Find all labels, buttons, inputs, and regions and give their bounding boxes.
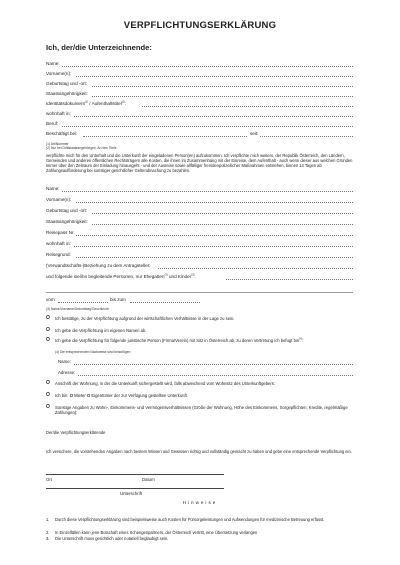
guest-field-wohnhaft[interactable] — [46, 240, 353, 248]
option-6-text: Sonstige Angaben zu Wohn-, Einkommens- und Vermögensverhältnissen (Größe der Wohnung, Höhe des Einkommens, Sorgepflichten, Kredite, regelmäßige Zahlungen): — [55, 405, 348, 416]
field-vorname-label: Vorname(n): — [46, 71, 72, 76]
section-subtitle: Ich, der/die Unterzeichnende: — [46, 43, 152, 52]
guest-extra-line — [46, 292, 353, 293]
option-3-name-field[interactable] — [58, 358, 353, 366]
footnote-2: (2) Nur bei Drittstaatsangehörigen, Art des Titels — [46, 146, 117, 150]
guest-field-name[interactable] — [46, 185, 353, 193]
guest-wohnhaft-label: wohnhaft in: — [46, 241, 71, 246]
guest-field-reisepass[interactable] — [46, 229, 353, 237]
guest-begleitend-label: und folgende sie/ihn begleitende Personen, nur Ehegatten$^{(3)}$ und Kinder$^{(3)}$: — [46, 273, 196, 279]
option-1-radio[interactable]: O — [46, 315, 50, 321]
guest-reisepass-line — [76, 235, 353, 236]
field-geburt[interactable] — [46, 80, 353, 88]
guest-beziehung-label: (Verwandtschafts-)Beziehung zu dem Antragsteller: — [46, 263, 151, 268]
hinweise-heading: Hinweise — [182, 500, 218, 505]
field-beschaeftigt-label: Beschäftigt bei: — [46, 131, 78, 136]
option-3-adresse-field[interactable] — [58, 369, 353, 377]
guest-field-reisegrund[interactable] — [46, 251, 353, 259]
eigentuemer-radio[interactable]: O — [86, 393, 91, 398]
field-geburt-line — [92, 86, 353, 87]
field-identitaet-line — [142, 106, 353, 107]
option-5-radio[interactable]: O — [46, 392, 50, 398]
field-wohnhaft-label: wohnhaft in: — [46, 111, 71, 116]
option-6-radio[interactable]: O — [46, 404, 50, 410]
field-name[interactable] — [46, 60, 353, 68]
option-1-text: Ich bestätige, zu der Verpflichtung aufgrund der wirtschaftlichen Verhältnisse in der Lage zu sein. — [55, 316, 235, 321]
field-name-label: Name: — [46, 61, 60, 66]
footnote-1: (1) Art/Nummer — [46, 142, 69, 146]
field-identitaet-label: Identitätsdokument$^{(1)}$ / Aufenthaltstitel$^{(2)}$: — [46, 100, 127, 106]
unterschrift-label: Unterschrift — [120, 491, 142, 496]
guest-field-zeitraum[interactable] — [46, 296, 353, 304]
guest-vom-line — [58, 302, 108, 303]
field-identitaet[interactable] — [46, 100, 353, 108]
field-wohnhaft[interactable] — [46, 110, 353, 118]
field-seit-label: seit: — [250, 131, 259, 136]
option-3-name-label: Name: — [58, 359, 71, 364]
option-3-name-line — [74, 364, 353, 365]
guest-vom-label: vom — [46, 297, 55, 302]
guest-name-line — [62, 191, 353, 192]
footnote-3: (3) Name/Vorname/Geburtstag/Geschlecht — [46, 307, 109, 311]
field-staatsang[interactable] — [46, 90, 353, 98]
form-page: VERPFLICHTUNGSERKLÄRUNG Ich, der/die Unterzeichnende: Name: Vorname(n): Geburtstag und -ort: Staatsangehörigkeit: Identitätsdokument$^{(1)}$ / Aufenthaltstitel$^{(2)}$: wohnhaft in: Beruf: Beschäftigt bei: seit: (1) Art/Nummer (2) Nur bei Drittstaatsangehörigen, Art des Titels verpflichte mich für den Unterhalt und die Unterkunft der eingeladenen Person(en) aufzukommen. Ich verpflichte mich weiters, der Republik Österreich, den Ländern, Gemeinden und anderen öffentlichen Rechtsträgern alle Kosten, die ihnen im Zusammenhang mit der Einreise, dem Aufenthalt - auch wenn dieser aus welchen Gründen immer über den Zeitraum der Einladung hinausgeht - und der Ausreise sowie allfälliger fremdenpolizeilicher Maßnahmen entstehen, binnen 14 Tagen ab Zahlungsaufforderung bei sonstiger gerichtlicher Geltendmachung zu bezahlen. Name: Vorname(n): Geburtstag und -ort: Staatsangehörigkeit: Reisepass Nr. wohnhaft in: Reisegrund: (Verwandtschafts-)Beziehung zu dem Antragsteller: und folgende sie/ihn begleitende Personen, nur Ehegatten$^{(3)}$ und Kinder$^{(3)}$: vom bis zum (3) Name/Vorname/Geburtstag/Geschlecht O Ich bestätige, zu der Verpflichtung aufgrund der wirtschaftlichen Verhältnisse in der Lage zu sein. O Ich gebe die Verpflichtung im eigenen Namen ab. O Ich gebe die Verpflichtung für folgende juristische Person (Firma/Verein) mit Sitz in Österreich ab, zu deren Vertretung ich befugt bin$^{(4)}$: (4) Die entsprechenden Nachweise sind beizufügen Name: Adresse: O Anschrift der Wohnung, in der die Unterkunft sichergestellt wird, falls abweichend vom Wohnsitz des Unterkunftgebers: O Ich bin: O Mieter O Eigentümer der zur Verfügung gestellten Unterkunft. O Sonstige Angaben zu Wohn-, Einkommens- und Vermögensverhältnissen (Größe der Wohnung, Höhe des Einkommens, Sorgepflichten, Kredite, regelmäßige Zahlungen): Der/die Verpflichtungserklärende Ich versichere, die vorstehenden Angaben nach bestem Wissen und Gewissen richtig und vollständig gemacht zu haben und gebe eine entsprechende Verpflichtung ein. Ort Datum Unterschrift Hinweise 1. Durch diese Verpflichtungserklärung sind beispielsweise auch Kosten für Fürsorgeleistungen und Aufwendungen für medizinische Betreuung erfasst. 2. In Einzelfällen kann jene Botschaft eines Schengenpartners, der Österreich vertritt, eine Übersetzung verlangen 3. Die Unterschrift muss gerichtlich oder notariell beglaubigt sein. — [0, 0, 400, 565]
assurance-paragraph: Ich versichere, die vorstehenden Angaben nach bestem Wissen und Gewissen richtig und vollständig gemacht zu haben und gebe eine entsprechende Verpflichtung ein. — [46, 449, 352, 454]
option-3-radio[interactable]: O — [46, 337, 50, 343]
guest-staatsang-label: Staatsangehörigkeit: — [46, 219, 88, 224]
guest-field-beziehung[interactable] — [46, 262, 353, 270]
page-title: VERPFLICHTUNGSERKLÄRUNG — [123, 20, 277, 31]
mieter-radio[interactable]: O — [69, 393, 73, 398]
field-geburt-label: Geburtstag und -ort: — [46, 81, 88, 86]
guest-vorname-label: Vorname(n): — [46, 197, 72, 202]
guest-reisegrund-label: Reisegrund: — [46, 252, 71, 257]
option-2-radio[interactable]: O — [46, 327, 50, 333]
datum-label: Datum — [142, 477, 155, 482]
field-vorname-line — [76, 76, 353, 77]
option-2-text: Ich gebe die Verpflichtung im eigenen Namen ab. — [55, 328, 147, 333]
footnote-4: (4) Die entsprechenden Nachweise sind beizufügen — [55, 350, 131, 354]
guest-field-geburt[interactable] — [46, 207, 353, 215]
guest-name-label: Name: — [46, 186, 60, 191]
ort-datum-line[interactable] — [46, 474, 224, 475]
guest-beziehung-line — [158, 268, 353, 269]
field-name-line — [62, 66, 353, 67]
field-beschaeftigt[interactable] — [46, 130, 353, 138]
field-staatsang-line — [92, 96, 353, 97]
option-5-text: Ich bin: O Mieter O Eigentümer der zur Verfügung gestellten Unterkunft. — [55, 393, 188, 398]
guest-begleitend-line — [226, 279, 353, 280]
option-4-text: Anschrift der Wohnung, in der die Unterkunft sichergestellt wird, falls abweichend vom Wohnsitz des Unterkunftgebers: — [55, 381, 276, 386]
guest-geburt-line — [92, 213, 353, 214]
option-3-text: Ich gebe die Verpflichtung für folgende juristische Person (Firma/Verein) mit Sitz in Österreich ab, zu deren Vertretung ich befugt bin$^{(4)}$: — [55, 337, 304, 343]
option-4-radio[interactable]: O — [46, 380, 50, 386]
guest-reisepass-label: Reisepass Nr. — [46, 230, 75, 235]
obligation-paragraph: verpflichte mich für den Unterhalt und die Unterkunft der eingeladenen Person(en) aufzukommen. Ich verpflichte mich weiters, der Republik Österreich, den Ländern, Gemeinden und anderen öffentlichen Rechtsträgern alle Kosten, die ihnen im Zusammenhang mit der Einreise, dem Aufenthalt - auch wenn dieser aus welchen Gründen immer über den Zeitraum der Einladung hinausgeht - und der Ausreise sowie allfälliger fremdenpolizeilicher Maßnahmen entstehen, binnen 14 Tagen ab Zahlungsaufforderung bei sonstiger gerichtlicher Geltendmachung zu bezahlen. — [46, 153, 353, 174]
ort-label: Ort — [46, 477, 52, 482]
guest-geburt-label: Geburtstag und -ort: — [46, 208, 88, 213]
field-vorname[interactable] — [46, 70, 353, 78]
field-seit-line — [260, 136, 353, 137]
field-beruf-label: Beruf: — [46, 121, 59, 126]
guest-field-begleitend[interactable] — [46, 273, 353, 281]
signature-line[interactable] — [46, 488, 224, 489]
guest-field-staatsang[interactable] — [46, 218, 353, 226]
field-beruf-line — [62, 126, 353, 127]
field-beschaeftigt-line — [83, 136, 247, 137]
field-staatsang-label: Staatsangehörigkeit: — [46, 91, 88, 96]
guest-reisegrund-line — [76, 257, 353, 258]
option-3-adresse-line — [78, 375, 353, 376]
declarant-label: Der/die Verpflichtungserklärende — [46, 430, 106, 435]
guest-staatsang-line — [92, 224, 353, 225]
guest-wohnhaft-line — [74, 246, 353, 247]
guest-bis-line — [130, 302, 200, 303]
option-3-adresse-label: Adresse: — [58, 370, 76, 375]
guest-field-vorname[interactable] — [46, 196, 353, 204]
guest-bis-label: bis zum — [110, 297, 126, 302]
field-wohnhaft-line — [74, 116, 353, 117]
guest-vorname-line — [76, 202, 353, 203]
field-beruf[interactable] — [46, 120, 353, 128]
